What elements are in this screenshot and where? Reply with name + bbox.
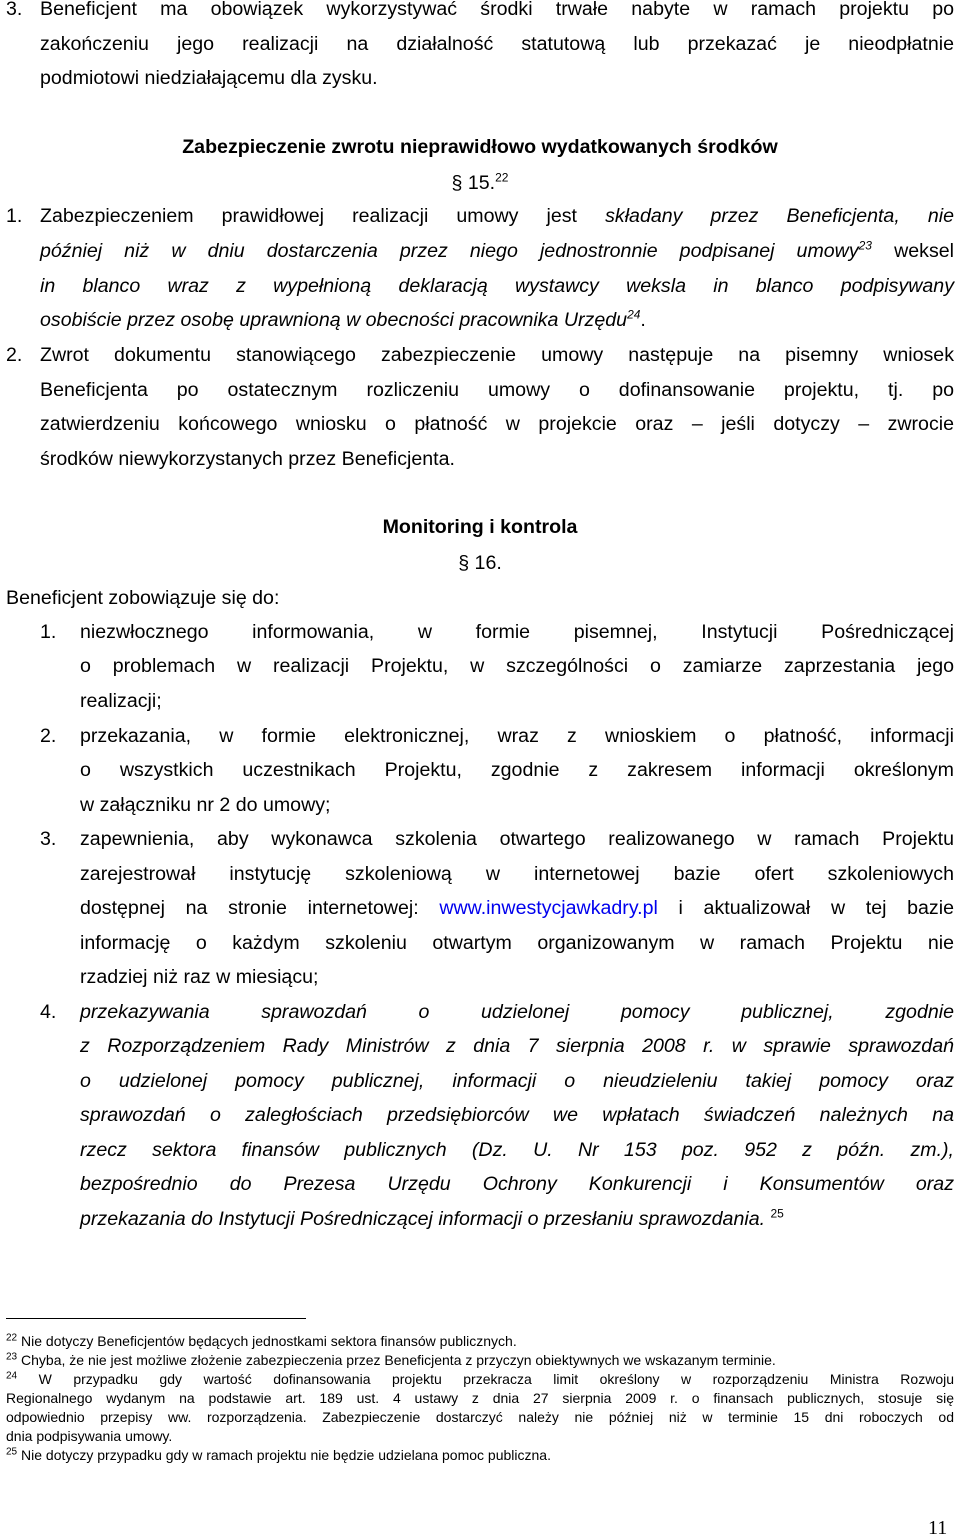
text-line: zatwierdzeniu końcowego wniosku o płatność w projekcie oraz – jeśli dotyczy – zwrocie <box>40 413 954 435</box>
item-number: 3. <box>40 828 57 850</box>
text-line: o udzielonej pomocy publicznej, informacji o nieudzieleniu takiej pomocy oraz <box>80 1070 954 1092</box>
text-line: w załączniku nr 2 do umowy; <box>80 794 331 816</box>
item-number: 4. <box>40 1001 57 1023</box>
footnote-text: Nie dotyczy Beneficjentów będących jednostkami sektora finansów publicznych. <box>21 1333 517 1349</box>
text-span: Zabezpieczeniem prawidłowej realizacji umowy jest <box>40 205 578 227</box>
item-number: 3. <box>6 0 23 20</box>
italic-span: z Rozporządzeniem Rady Ministrów z dnia 7 sierpnia 2008 r. <box>80 1035 715 1057</box>
text-line: środków niewykorzystanych przez Beneficjenta. <box>40 448 455 470</box>
footnote-ref: 24 <box>627 307 641 322</box>
text-span: dostępnej na stronie internetowej: <box>80 897 419 919</box>
text-span: i aktualizował w tej bazie <box>678 897 954 919</box>
footnote-text: W przypadku gdy wartość dofinansowania projektu przekracza limit określony w rozporządzeniu Ministra Rozwoju <box>38 1371 954 1387</box>
footnote-24-line: odpowiednio przepisy ww. rozporządzenia. Zabezpieczenie dostarczyć należy nie później niż w terminie 15 dni roboczych od <box>6 1409 954 1425</box>
text-line <box>40 199 954 233</box>
text-line: Beneficjenta po ostatecznym rozliczeniu umowy o dofinansowanie projektu, tj. po <box>40 379 954 401</box>
text-line: bezpośrednio do Prezesa Urzędu Ochrony Konkurencji i Konsumentów oraz <box>80 1173 954 1195</box>
text-span: weksel <box>894 240 954 262</box>
italic-span: składany przez Beneficjenta, nie <box>605 205 954 227</box>
text-line: rzadziej niż raz w miesiącu; <box>80 966 319 988</box>
text-line <box>80 1202 954 1236</box>
section-heading-zabezpieczenie: Zabezpieczenie zwrotu nieprawidłowo wydatkowanych środków <box>182 136 778 158</box>
footnote-text: Chyba, że nie jest możliwe złożenie zabezpieczenia przez Beneficjenta z przyczyn obiektywnych we wskazanym terminie. <box>21 1352 776 1368</box>
footnote-number: 23 <box>6 1351 18 1363</box>
item-number: 2. <box>6 344 23 366</box>
item-number: 2. <box>40 725 57 747</box>
text-line: niezwłocznego informowania, w formie pisemnej, Instytucji Pośredniczącej <box>80 621 954 643</box>
text-line: o wszystkich uczestnikach Projektu, zgodnie z zakresem informacji określonym <box>80 759 954 781</box>
paragraph-marker-16 <box>0 546 960 580</box>
text-line: Beneficjent ma obowiązek wykorzystywać środki trwałe nabyte w ramach projektu po <box>40 0 954 20</box>
text-line: podmiotowi niedziałającemu dla zysku. <box>40 67 378 89</box>
paragraph-number: 16. <box>474 552 502 574</box>
text-line: przekazywania sprawozdań o udzielonej pomocy publicznej, zgodnie <box>80 1001 954 1023</box>
website-link[interactable]: www.inwestycjawkadry.pl <box>439 897 658 919</box>
text-line <box>40 303 954 337</box>
paragraph-marker-15 <box>0 166 960 200</box>
footnote-ref: 23 <box>858 238 872 253</box>
text-line: przekazania, w formie elektronicznej, wraz z wnioskiem o płatność, informacji <box>80 725 954 747</box>
paragraph-number: 15. <box>467 172 496 194</box>
text-line: zapewnienia, aby wykonawca szkolenia otwartego realizowanego w ramach Projektu <box>80 828 954 850</box>
section-heading-monitoring: Monitoring i kontrola <box>382 516 578 538</box>
text-line <box>80 891 954 925</box>
text-line: zakończeniu jego realizacji na działalność statutową lub przekazać je nieodpłatnie <box>40 33 954 55</box>
footnote-separator <box>6 1318 306 1319</box>
text-line: zarejestrował instytucję szkoleniową w internetowej bazie ofert szkoleniowych <box>80 863 954 885</box>
footnote-number: 25 <box>6 1446 18 1458</box>
footnote-number: 24 <box>6 1370 18 1382</box>
text-line: o problemach w realizacji Projektu, w szczególności o zamiarze zaprzestania jego <box>80 655 954 677</box>
footnote-25 <box>6 1446 954 1465</box>
text-line: realizacji; <box>80 690 162 712</box>
intro-text: Beneficjent zobowiązuje się do: <box>6 587 280 609</box>
text-line <box>40 234 954 268</box>
text-span: przekazania do Instytucji Pośredniczącej informacji o przesłaniu sprawozdania. <box>80 1208 766 1230</box>
footnote-23 <box>6 1351 954 1370</box>
item-number: 1. <box>6 205 23 227</box>
text-line: in blanco wraz z wypełnioną deklaracją wystawcy weksla in blanco podpisywany <box>40 275 954 297</box>
footnote-24-line: Regionalnego wydanym na podstawie art. 189 ust. 4 ustawy z dnia 27 sierpnia 2009 r. o finansach publicznych, stosuje się <box>6 1390 954 1406</box>
footnote-ref: 22 <box>495 170 509 185</box>
section-symbol: § <box>451 172 463 194</box>
section-symbol: § <box>458 552 470 574</box>
text-span: . <box>640 309 646 331</box>
text-line <box>80 1029 954 1063</box>
item-number: 1. <box>40 621 57 643</box>
footnote-22 <box>6 1332 954 1351</box>
footnote-24 <box>6 1370 954 1389</box>
text-span: osobiście przez osobę uprawnioną w obecności pracownika Urzędu <box>40 309 628 331</box>
italic-span: w sprawie sprawozdań <box>731 1035 954 1057</box>
footnote-text: Nie dotyczy przypadku gdy w ramach projektu nie będzie udzielana pomoc publiczna. <box>21 1447 551 1463</box>
text-line: informację o każdym szkoleniu otwartym organizowanym w ramach Projektu nie <box>80 932 954 954</box>
footnote-ref: 25 <box>770 1206 784 1221</box>
footnote-number: 22 <box>6 1332 18 1344</box>
text-line: rzecz sektora finansów publicznych (Dz. U. Nr 153 poz. 952 z późn. zm.), <box>80 1139 954 1161</box>
footnote-24-line: dnia podpisywania umowy. <box>6 1428 173 1444</box>
text-span: później niż w dniu dostarczenia przez niego jednostronnie podpisanej umowy <box>40 240 859 262</box>
page-number: 11 <box>928 1517 948 1539</box>
text-line: sprawozdań o zaległościach przedsiębiorców we wpłatach świadczeń należnych na <box>80 1104 954 1126</box>
text-line: Zwrot dokumentu stanowiącego zabezpieczenie umowy następuje na pisemny wniosek <box>40 344 954 366</box>
